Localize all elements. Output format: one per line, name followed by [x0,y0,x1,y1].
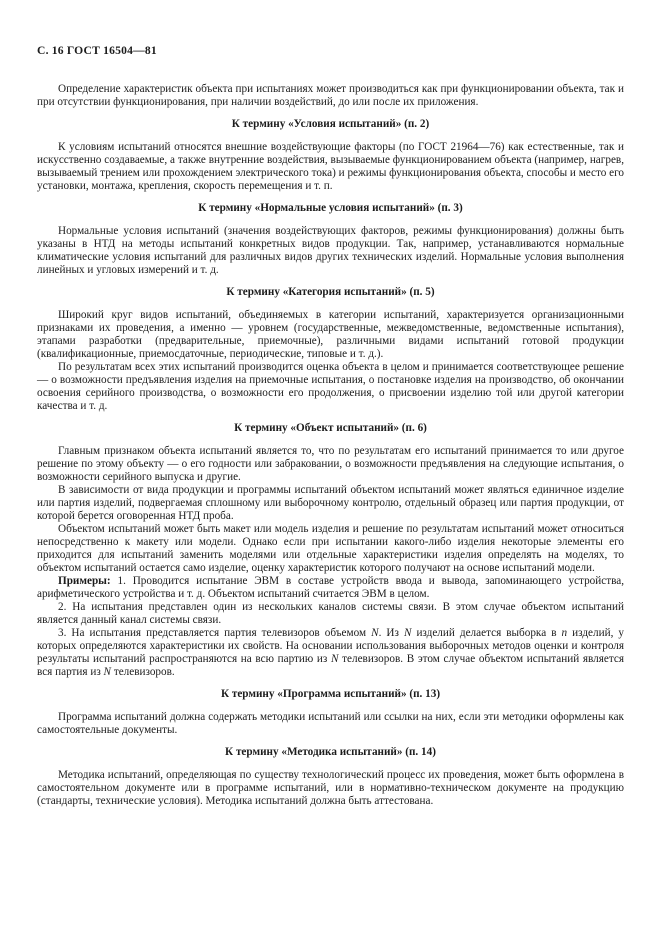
paragraph-normal-test-conditions: Нормальные условия испытаний (значения воздействующих факторов, режимы функционирования) должны быть указаны в НТД на методы испытаний конкретных видов продукции. Так, например, устанавливаются нормальные климатические условия испытаний для различных видов других технических изделий. Нормальные условия выполнения линейных и угловых измерений и т. д. [37,225,624,276]
text-segment-italic: n [561,627,568,639]
paragraph-test-object-main-feature: Главным признаком объекта испытаний является то, что по результатам его испытаний принимается то или другое решение по этому объекту — о его годности или забраковании, о возможности предъявления на следующие испытания, о возможности серийного выпуска и другие. [37,445,624,483]
heading-term-test-conditions: К термину «Условия испытаний» (п. 2) [231,118,430,130]
text-segment-normal: телевизоров. [111,666,175,678]
text-segment-normal: 3. На испытания представляется партия телевизоров объемом [58,627,372,639]
heading-term-normal-test-conditions: К термину «Нормальные условия испытаний» (п. 3) [198,202,463,214]
text-segment-normal: изделий, у которых определяются характеристики их свойств. На основании использования выборочных методов оценки и контроля результаты испытаний распространяются на всю партию из [37,627,625,665]
text-segment-normal: 1. Проводится испытание ЭВМ в составе устройств ввода и вывода, запоминающего устройства, арифметического устройства и т. д. Объектом испытаний считается ЭВМ в целом. [37,575,624,600]
text-segment-italic: N [403,627,412,639]
paragraph-test-category-results: По результатам всех этих испытаний производится оценка объекта в целом и принимается соответствующее решение — о возможности предъявления изделия на приемочные испытания, о постановке изделия на производство, об окончании освоения серийного производства, о возможности его продолжения, о присвоении изделию той или другой категории качества и т. д. [37,361,624,412]
text-segment-italic: N [103,666,112,678]
paragraph-test-category-types: Широкий круг видов испытаний, объединяемых в категории испытаний, характеризуется организационными признаками их проведения, а именно — уровнем (государственные, межведомственные, ведомственные испытания), этапами разработки (предварительные, приемочные), различными видами испытаний готовой продукции (квалификационные, приемосдаточные, периодические, типовые и т. д.). [37,309,624,360]
paragraph-characteristics-determination: Определение характеристик объекта при испытаниях может производиться как при функционировании объекта, так и при отсутствии функционирования, при наличии воздействий, до или после их приложения. [37,83,624,108]
paragraph-example-1 [37,575,624,601]
text-segment-normal: изделий делается выборка в [411,627,562,639]
page-running-header: С. 16 ГОСТ 16504—81 [37,44,157,57]
text-segment-normal: . Из [378,627,404,639]
paragraph-test-object-models: Объектом испытаний может быть макет или модель изделия и решение по результатам испытаний может относиться непосредственно к макету или модели. Однако если при испытании какого-либо изделия некоторые элементы его приходится для испытаний заменить моделями или отдельные характеристики изделия определять на моделях, то объектом испытаний остается само изделие, оценку характеристик которого получают на основе испытаний модели. [37,523,624,574]
paragraph-test-program: Программа испытаний должна содержать методики испытаний или ссылки на них, если эти методики оформлены как самостоятельные документы. [37,711,624,736]
text-segment-normal: телевизоров. В этом случае объектом испытаний является вся партия из [37,653,624,678]
paragraph-test-method: Методика испытаний, определяющая по существу технологический процесс их проведения, может быть оформлена в самостоятельном документе или в программе испытаний, или в нормативно-техническом документе на продукцию (стандарты, технические условия). Методика испытаний должна быть аттестована. [37,769,624,807]
text-segment-italic: N [371,627,379,639]
text-segment-bold: Примеры: [58,575,111,587]
heading-term-test-program: К термину «Программа испытаний» (п. 13) [220,688,441,700]
text-segment-italic: N [331,653,339,665]
heading-term-test-category: К термину «Категория испытаний» (п. 5) [226,286,435,298]
heading-term-test-method: К термину «Методика испытаний» (п. 14) [225,746,436,758]
heading-term-test-object: К термину «Объект испытаний» (п. 6) [234,422,427,434]
paragraph-test-object-product-types: В зависимости от вида продукции и программы испытаний объектом испытаний может являться единичное изделие или партия изделий, подвергаемая сплошному или выборочному контролю, отдельный образец или партия продукции, от которой берется оговоренная НТД проба. [37,484,624,522]
document-body [37,83,624,808]
paragraph-example-3 [37,627,624,679]
paragraph-example-2: 2. На испытания представлен один из нескольких каналов системы связи. В этом случае объектом испытаний является данный канал системы связи. [37,601,624,626]
paragraph-test-conditions: К условиям испытаний относятся внешние воздействующие факторы (по ГОСТ 21964—76) как естественные, так и искусственно создаваемые, а также внутренние воздействия, вызываемые функционированием объекта (например, нагрев, вызываемый трением или прохождением электрического тока) и режимы функционирования объекта, способы и место его установки, монтажа, крепления, скорость перемещения и т. п. [37,141,624,192]
